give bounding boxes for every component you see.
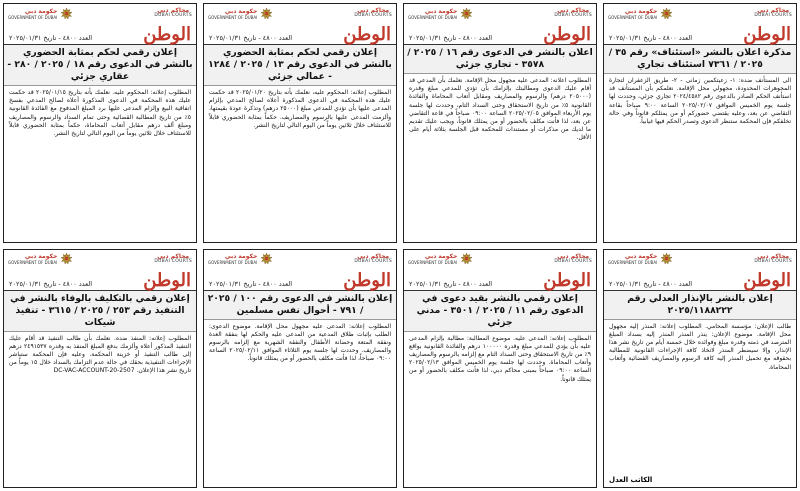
notice-headline: إعلان رقمي بالتكليف بالوفاء بالنشر في التنفيذ رقم ٢٥٣ / ٢٠٢٥ / ٣٦١٥ - تنفيذ شيكات — [4, 291, 196, 332]
newspaper-name: الوطن — [743, 269, 791, 291]
notices-grid — [3, 3, 797, 488]
court-logo-en: DUBAI COURTS — [554, 13, 592, 19]
newspaper-name: الوطن — [543, 24, 591, 45]
gov-logo-en: GOVERNMENT OF DUBAI — [208, 260, 258, 265]
dubai-emblem-icon — [459, 7, 474, 21]
card-logos — [604, 4, 796, 21]
court-logo-ar: محاكم دبي — [157, 7, 190, 15]
government-of-dubai-logo — [208, 7, 274, 21]
notice-headline: مذكرة اعلان بالنشر «استئناف» رقم ٣٥ / ٢٠٢٥ / ٧٣٦١ استئناف تجاري — [604, 45, 796, 74]
court-logo-en: DUBAI COURTS — [354, 13, 392, 19]
court-logo-ar: محاكم دبي — [357, 252, 390, 260]
notice-headline: إعلان رقمي لحكم بمثابة الحضوري بالنشر في الدعوى رقم ١٣ / ٢٠٢٥ / ١٢٨٤ - عمالي جزئي — [204, 45, 396, 86]
dubai-courts-logo — [354, 254, 392, 265]
paper-row — [604, 267, 796, 291]
gov-logo-text — [8, 253, 57, 265]
gov-logo-en: GOVERNMENT OF DUBAI — [408, 14, 458, 20]
notice-card — [203, 3, 397, 243]
gov-logo-text — [608, 8, 657, 20]
notice-signature — [404, 239, 596, 242]
gov-logo-ar: حكومة دبي — [224, 7, 258, 15]
issue-date: العدد ٤٨٠٠ - تاريخ ٢٠٢٥/٠١/٣١ — [9, 34, 93, 42]
card-logos — [404, 4, 596, 21]
notice-card — [203, 249, 397, 489]
paper-row — [204, 267, 396, 291]
card-logos — [4, 4, 196, 21]
notice-body: الى المستأنف ضده: ١- زعيتكمين زمانى - ٢- طريق الزعفران لتجارة المجوهرات المحدودة، مجهولي محل الإقامة. نعلمكم بأن المستأنف قد استأنف الحكم الصادر بالدعوى رقم ٢٠٢٤/٤٥٨٢ تجاري جزئي، وحددت لها جلسة يوم الخميس الموافق ٢٠٢٥/٠٢/٠٧ الساعة ٩:٠٠ صباحاً بقاعة التقاضي عن بعد، وعليه يقتضي حضوركم أو من يمثلكم قانوناً وفي حالة تخلفكم فإن المحكمة ستنظر الدعوى وتصدر الحكم فيها غيابياً. — [609, 77, 791, 126]
gov-logo-ar: حكومة دبي — [624, 253, 658, 260]
notice-signature — [4, 239, 196, 242]
newspaper-name: الوطن — [743, 24, 791, 45]
court-logo-ar: محاكم دبي — [557, 7, 590, 15]
dubai-courts-logo — [754, 254, 792, 265]
notice-card — [403, 249, 597, 489]
gov-logo-ar: حكومة دبي — [424, 253, 458, 260]
government-of-dubai-logo — [608, 252, 674, 266]
court-logo-en: DUBAI COURTS — [754, 258, 792, 264]
gov-logo-text — [208, 253, 257, 265]
gov-logo-en: GOVERNMENT OF DUBAI — [8, 260, 58, 265]
gov-logo-text — [408, 253, 457, 265]
notice-signature: الكاتب العدل — [609, 476, 653, 484]
court-logo-en: DUBAI COURTS — [154, 13, 192, 19]
court-logo-en: DUBAI COURTS — [354, 258, 392, 264]
court-logo-ar: محاكم دبي — [157, 252, 190, 260]
gov-logo-ar: حكومة دبي — [24, 7, 58, 15]
paper-row — [4, 267, 196, 291]
notice-headline: اعلان بالنشر في الدعوى رقم ١٦ / ٢٠٢٥ / ٣٥٧٨ - تجاري جزئي — [404, 45, 596, 74]
notice-body: المطلوب إعلانه: المدعى عليه. موضوع المطالبة: مطالبة بإلزام المدعى عليه بأن يؤدي للمدعي مبلغ وقدره ١٠٠٠٠٠ درهم والفائدة القانونية بواقع ٩٪ من تاريخ الاستحقاق وحتى السداد التام مع إلزامه بالرسوم والمصاريف وأتعاب المحاماة. وحددت لها جلسة يوم الخميس الموافق ٢٠٢٥/٠٢/١٣ الساعة ٠٩:٠٠ صباحاً بمبنى محاكم دبي، لذا فأنت مكلف بالحضور أو من يمثلك قانوناً. — [409, 334, 591, 383]
dubai-emblem-icon — [59, 252, 74, 266]
paper-row — [404, 267, 596, 291]
court-logo-en: DUBAI COURTS — [754, 13, 792, 19]
notice-card — [603, 3, 797, 243]
notice-body: المطلوب اعلانه: المدعى عليه مجهول محل الإقامة. نعلمك بأن المدعي قد أقام عليك الدعوى ومطالبتك بإلزامك بأن تؤدي للمدعي مبلغ وقدره (٢٠٥٠٠٠ درهم) والرسوم والمصاريف ومقابل أتعاب المحاماة والفائدة القانونية ٥٪ من تاريخ الاستحقاق وحتى السداد التام، وحددت لها جلسة يوم الأربعاء الموافق ٢٠٢٥/٠٢/٠٥ الساعة ٠٩:٠٠ صباحاً في قاعة التقاضي عن بعد، لذا فأنت مكلف بالحضور أو من يمثلك قانوناً، ويجب عليك تقديم ما لديك من مذكرات أو مستندات للمحكمة قبل الجلسة بثلاثة أيام على الأقل. — [409, 77, 591, 142]
government-of-dubai-logo — [208, 252, 274, 266]
government-of-dubai-logo — [8, 252, 74, 266]
issue-date: العدد ٤٨٠٠ - تاريخ ٢٠٢٥/٠١/٣١ — [409, 34, 493, 42]
notice-body: طالب الإعلان: مؤسسة المحامي. المطلوب إعلانه: المنذر إليه مجهول محل الإقامة. موضوع الإعلان: ينذر المنذر المنذر إليه بسداد المبلغ المترصد في ذمته وقدره مبلغ وفوائده خلال خمسة أيام من تاريخ نشر هذا الإنذار، وإلا سيضطر المنذر لاتخاذ كافة الإجراءات القانونية للمطالبة بحقوقه مع تحميل المنذر إليه كافة الرسوم والمصاريف القضائية وأتعاب المحاماة. — [609, 322, 791, 371]
paper-row — [604, 21, 796, 45]
issue-date: العدد ٤٨٠٠ - تاريخ ٢٠٢٥/٠١/٣١ — [609, 34, 693, 42]
government-of-dubai-logo — [608, 7, 674, 21]
card-logos — [604, 250, 796, 267]
dubai-emblem-icon — [459, 252, 474, 266]
gov-logo-en: GOVERNMENT OF DUBAI — [608, 260, 658, 265]
notice-signature — [604, 239, 796, 242]
court-logo-en: DUBAI COURTS — [154, 258, 192, 264]
newspaper-name: الوطن — [143, 24, 191, 45]
government-of-dubai-logo — [408, 7, 474, 21]
newspaper-name: الوطن — [543, 269, 591, 291]
notice-body: المطلوب إعلانه: المحكوم عليه، نعلمك بأنه بتاريخ ٢٠٢٥/٠١/٢٠ قد حكمت عليك هذه المحكمة في الدعوى المذكورة أعلاه لصالح المدعي بإلزام المدعى عليها بأن تؤدي للمدعي مبلغ (٢٥٠٠٠ درهم) وتذكرة عودة بقيمتها، وألزمت المدعى عليها بالرسوم والمصاريف. حكماً بمثابة الحضوري قابلاً للاستئناف خلال ثلاثين يوماً من اليوم التالي لتاريخ النشر. — [209, 89, 392, 129]
gov-logo-ar: حكومة دبي — [224, 253, 258, 260]
notice-headline: إعلان بالنشر في الدعوى رقم ١٠٠ / ٢٠٢٥ / ٧٩١ - أحوال نفس مسلمين — [204, 291, 396, 320]
dubai-courts-logo — [554, 254, 592, 265]
notice-headline: إعلان بالنشر بالإنذار العدلي رقم ٢٠٢٥/١١٨٨٢٢٢ — [604, 291, 796, 320]
dubai-courts-logo — [354, 8, 392, 19]
notice-headline: إعلان رقمي بالنشر بقيد دعوى في الدعوى رقم ١١ / ٢٠٢٥ / ٣٥٠١ - مدني جزئي — [404, 291, 596, 332]
dubai-emblem-icon — [259, 7, 274, 21]
court-logo-ar: محاكم دبي — [757, 252, 790, 260]
paper-row — [4, 21, 196, 45]
notice-signature — [204, 484, 396, 487]
newspaper-name: الوطن — [343, 269, 391, 291]
gov-logo-ar: حكومة دبي — [24, 253, 58, 260]
card-logos — [404, 250, 596, 267]
government-of-dubai-logo — [408, 252, 474, 266]
gov-logo-text — [208, 8, 257, 20]
notice-body: المطلوب إعلانه: المحكوم عليه. نعلمك بأنه بتاريخ ٢٠٢٥/٠١/١٥ قد حكمت عليك هذه المحكمة في الدعوى المذكورة أعلاه لصالح المدعي بفسخ اتفاقية البيع وإلزام المدعى عليها برد المبلغ المدفوع مع الفائدة القانونية ٥٪ من تاريخ المطالبة القضائية وحتى تمام السداد والرسوم والمصاريف ومبلغ ألف درهم مقابل أتعاب المحاماة، حكماً بمثابة الحضوري قابلاً للاستئناف خلال ثلاثين يوماً من اليوم التالي لتاريخ النشر. — [9, 89, 191, 138]
notice-body: المطلوب إعلانه: المدعى عليه مجهول محل الإقامة. موضوع الدعوى: الطلب بإثبات طلاق المدعية من المدعى عليه والحكم لها بنفقة العدة ونفقة المتعة وحضانة الأطفال والنفقة الشهرية مع إلزامه بالرسوم والمصاريف. وحددت لها جلسة يوم الثلاثاء الموافق ٢٠٢٥/٠٢/١١ الساعة ٠٩:٠٠ صباحاً، لذا فأنت مكلف بالحضور أو من يمثلك قانوناً. — [209, 322, 391, 363]
dubai-emblem-icon — [659, 252, 674, 266]
government-of-dubai-logo — [8, 7, 74, 21]
newspaper-name: الوطن — [343, 24, 391, 45]
gov-logo-en: GOVERNMENT OF DUBAI — [8, 14, 58, 20]
dubai-emblem-icon — [259, 252, 274, 266]
notice-headline: إعلان رقمي لحكم بمثابة الحضوري بالنشر في الدعوى رقم ١٨ / ٢٠٢٥ / ٢٨٠ - عقاري جزئي — [4, 45, 196, 86]
issue-date: العدد ٤٨٠٠ - تاريخ ٢٠٢٥/٠١/٣١ — [9, 279, 93, 288]
gov-logo-text — [8, 8, 57, 20]
notice-body: المطلوب إعلانه: المنفذ ضده. نعلمك بأن طالب التنفيذ قد أقام عليك التنفيذ المذكور أعلاه وألزمك بدفع المبلغ المنفذ به وقدره ٢٤٩١٥٣٧ درهم إلى طالب التنفيذ أو خزينة المحكمة. وعليه فإن المحكمة ستباشر الإجراءات التنفيذية بحقك في حالة عدم التزامك بالسداد خلال ١٥ يوماً من تاريخ نشر هذا الإعلان. DC-VAC-ACCOUNT-20-2507 — [9, 334, 191, 375]
gov-logo-ar: حكومة دبي — [624, 7, 658, 15]
card-logos — [204, 4, 396, 21]
dubai-courts-logo — [754, 8, 792, 19]
dubai-courts-logo — [554, 8, 592, 19]
court-logo-ar: محاكم دبي — [557, 252, 590, 260]
gov-logo-en: GOVERNMENT OF DUBAI — [208, 14, 258, 20]
gov-logo-text — [608, 253, 657, 265]
dubai-courts-logo — [154, 254, 192, 265]
issue-date: العدد ٤٨٠٠ - تاريخ ٢٠٢٥/٠١/٣١ — [209, 279, 293, 288]
issue-date: العدد ٤٨٠٠ - تاريخ ٢٠٢٥/٠١/٣١ — [609, 279, 693, 288]
notice-card — [3, 3, 197, 243]
notice-card — [3, 249, 197, 489]
notice-card — [603, 249, 797, 489]
gov-logo-text — [408, 8, 457, 20]
card-logos — [4, 250, 196, 267]
dubai-emblem-icon — [659, 7, 674, 21]
paper-row — [404, 21, 596, 45]
issue-date: العدد ٤٨٠٠ - تاريخ ٢٠٢٥/٠١/٣١ — [209, 34, 293, 42]
newspaper-name: الوطن — [143, 269, 191, 291]
dubai-emblem-icon — [59, 7, 74, 21]
notice-signature — [204, 239, 396, 242]
notice-card — [403, 3, 597, 243]
dubai-courts-logo — [154, 8, 192, 19]
issue-date: العدد ٤٨٠٠ - تاريخ ٢٠٢٥/٠١/٣١ — [409, 279, 493, 288]
court-logo-ar: محاكم دبي — [357, 7, 390, 15]
gov-logo-en: GOVERNMENT OF DUBAI — [408, 260, 458, 265]
court-logo-en: DUBAI COURTS — [554, 258, 592, 264]
court-logo-ar: محاكم دبي — [757, 7, 790, 15]
notice-signature — [4, 484, 196, 487]
gov-logo-ar: حكومة دبي — [424, 7, 458, 15]
card-logos — [204, 250, 396, 267]
paper-row — [204, 21, 396, 45]
gov-logo-en: GOVERNMENT OF DUBAI — [608, 14, 658, 20]
notice-signature — [404, 484, 596, 487]
